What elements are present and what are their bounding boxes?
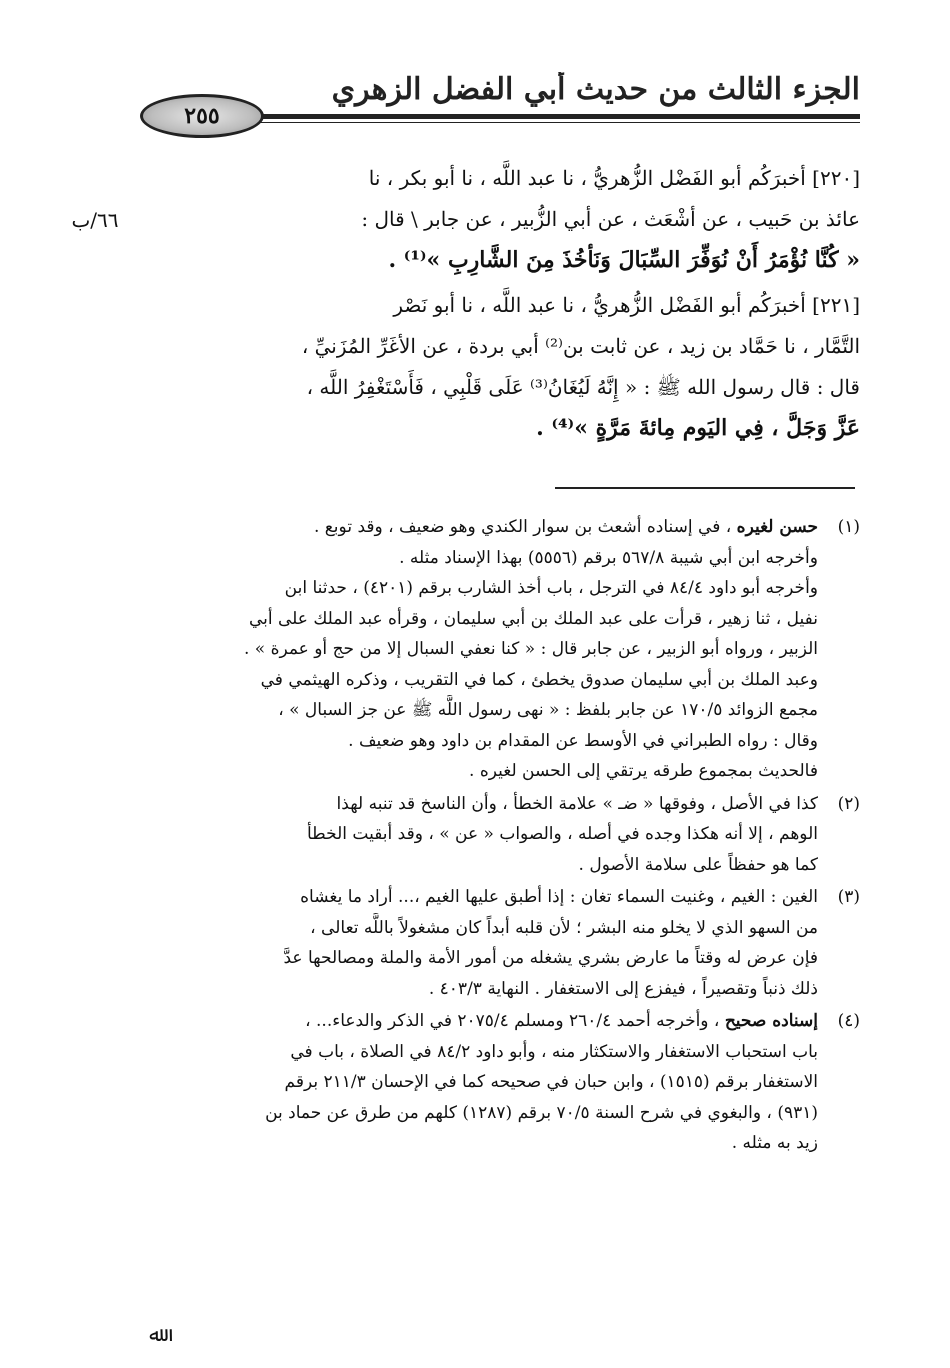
footnote-number: (١): [837, 517, 860, 537]
footnote-3: [140, 882, 860, 1004]
page-header: [140, 72, 860, 132]
footnote-line: وعبد الملك بن أبي سليمان صدوق يخطئ ، كما في التقريب ، وذكره الهيثمي في: [260, 669, 818, 690]
footnote-line: وأخرجه أبو داود ٨٤/٤ في الترجل ، باب أخذ الشارب برقم (٤٢٠١) ، حدثنا ابن: [284, 578, 818, 598]
footnote-line: الغين : الغيم ، وغنيت السماء تغان : إذا أطبق عليها الغيم ،... أراد ما يغشاه: [300, 887, 818, 907]
footnote-line: الاستغفار برقم (١٥١٥) ، وابن حبان في صحيحه كما في الإحسان ٢١١/٣ برقم: [284, 1072, 818, 1092]
header-rule-thin: [240, 122, 860, 123]
hadith-matn-line: « كُنَّا نُؤْمَرُ أَنْ نُوَفِّرَ السِّبَالَ وَنَأخُذَ مِنَ الشَّارِبِ »⁽¹⁾ .: [388, 247, 860, 273]
footnote-line: زيد به مثله .: [731, 1133, 818, 1153]
running-title: الجزء الثالث من حديث أبي الفضل الزهري: [331, 72, 860, 107]
footnote-number: (٢): [837, 793, 860, 814]
footnote-line: فإن عرض له وقتاً ما عارض بشري يشغله من أمور الأمة والملة ومصالحها عدَّ: [283, 948, 818, 968]
footnote-line: كما هو حفظاً على سلامة الأصول .: [578, 854, 818, 875]
footnote-line: ذلك ذنباً وتقصيراً ، فيفزع إلى الاستغفار . النهاية ٤٠٣/٣ .: [428, 978, 818, 999]
footnote-line: كذا في الأصل ، وفوقها « ضـ » علامة الخطأ ، وأن الناسخ قد تنبه لهذا: [336, 793, 818, 814]
hadith-line: التَّمَّار ، نا حَمَّاد بن زيد ، عن ثابت بن⁽²⁾ أبي بردة ، عن الأغَرِّ المُزَنيِّ ،: [301, 334, 860, 358]
footnote-line: إسناده صحيح ، وأخرجه أحمد ٢٦٠/٤ ومسلم ٢٠٧٥/٤ في الذكر والدعاء... ،: [305, 1011, 818, 1031]
footnote-2: [140, 789, 860, 881]
footnote-line: الزبير ، ورواه أبو الزبير ، عن جابر قال : « كنا نعفي السبال إلا من حج أو عمرة » .: [243, 639, 818, 659]
hadith-text: [140, 158, 860, 453]
footnote-line: نفيل ، ثنا زهير ، قرأت على عبد الملك بن أبي سليمان ، وقرأه عبد الملك على أبي: [248, 608, 818, 629]
hadith-221: [140, 285, 860, 449]
page-number: ٢٥٥: [140, 94, 264, 138]
footnote-line: مجمع الزوائد ١٧٠/٥ عن جابر بلفظ : « نهى رسول اللَّه ﷺ عن جز السبال » ،: [278, 700, 818, 720]
footnote-line: وقال : رواه الطبراني في الأوسط عن المقدام بن داود وهو ضعيف .: [348, 730, 818, 751]
footnote-line: باب استحباب الاستغفار والاستكثار منه ، وأبو داود ٨٤/٢ في الصلاة ، باب في: [290, 1041, 818, 1062]
footnote-line: الوهم ، إلا أنه هكذا وجده في أصله ، والصواب « عن » ، وقد أبقيت الخطأ: [306, 824, 818, 844]
hadith-line: [٢٢٠] أخبرَكُم أبو الفَضْل الزُّهريُّ ، نا عبد اللَّه ، نا أبو بكر ، نا: [368, 166, 860, 190]
grading-label: حسن لغيره: [736, 517, 818, 537]
footnote-line: حسن لغيره ، في إسناده أشعث بن سوار الكندي وهو ضعيف ، وقد توبع .: [313, 517, 818, 537]
footnote-line: من السهو الذي لا يخلو منه البشر ؛ لأن قلبه أبداً كان مشغولاً باللَّه تعالى ،: [310, 917, 818, 938]
hadith-220: [140, 158, 860, 281]
header-rule: [240, 114, 860, 119]
footnote-1: [140, 512, 860, 787]
hadith-matn-line: عَزَّ وَجَلَّ ، فِي اليَوم مِائةَ مَرَّةٍ »⁽⁴⁾ .: [536, 415, 860, 441]
footnote-separator: [555, 487, 855, 489]
footnote-line: وأخرجه ابن أبي شيبة ٥٦٧/٨ برقم (٥٥٥٦) بهذا الإسناد مثله .: [399, 547, 818, 568]
footnotes: [140, 512, 860, 1161]
footnote-number: (٣): [837, 887, 860, 907]
hadith-line: [٢٢١] أخبرَكُم أبو الفَضْل الزُّهريُّ ، نا عبد اللَّه ، نا أبو نَصْر: [393, 293, 860, 317]
bottom-ornament-mark: ﷲ: [149, 1322, 161, 1346]
footnote-number: (٤): [837, 1011, 860, 1031]
hadith-line: قال : قال رسول الله ﷺ : « إِنَّهُ لَيُغَانُ⁽³⁾ عَلَى قَلْبِي ، فَأَسْتَغْفِرُ اللَّه ،: [306, 375, 860, 399]
grading-label: إسناده صحيح: [724, 1011, 818, 1031]
footnote-line: فالحديث بمجموع طرقه يرتقي إلى الحسن لغيره .: [469, 761, 818, 781]
footnote-line: (٩٣١) ، والبغوي في شرح السنة ٧٠/٥ برقم (١٢٨٧) كلهم من طرق عن حماد بن: [265, 1102, 818, 1123]
margin-folio-note: ٦٦/ب: [71, 208, 119, 232]
hadith-line: عائذ بن حَبيب ، عن أشْعَث ، عن أبي الزُّبير ، عن جابر \ قال :: [361, 207, 860, 231]
footnote-4: [140, 1006, 860, 1159]
